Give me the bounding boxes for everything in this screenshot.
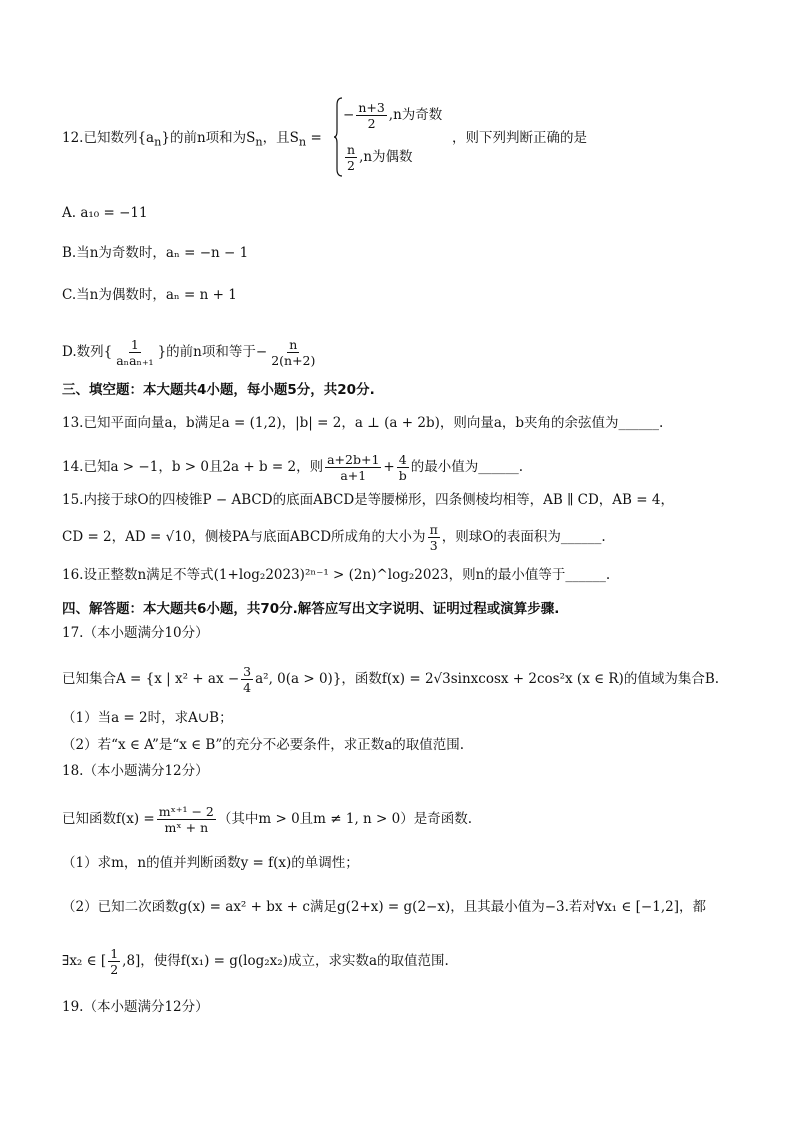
q15-line2: CD = 2，AD = √10，侧棱PA与底面ABCD所成角的大小为 $\frac{\pi}{3}$ ，则球O的表面积为______. — [62, 522, 606, 553]
q17-stem: 已知集合A = {x | x² + ax − $\frac{3}{4}$ a², 0(a > 0)}，函数f(x) = 2√3sinxcosx + 2cos²x (x ∈ R)的值域为集合B. — [62, 664, 720, 695]
q16: 16.设正整数n满足不等式(1+log₂2023)²ⁿ⁻¹ > (2n)^log₂2023，则n的最小值等于______. — [62, 567, 611, 583]
q12-option-d: D.数列{ $\frac{1}{\text{aₙaₙ₊₁}}$ }的前n项和等于− $\frac{n}{2(n+2)}$ — [62, 337, 316, 368]
q12-stem-end: ，则下列判断正确的是 — [452, 130, 587, 146]
q12-option-b: B.当n为奇数时，aₙ = −n − 1 — [62, 245, 249, 261]
piecewise-brace — [333, 97, 343, 177]
q15-line1: 15.内接于球O的四棱锥P − ABCD的底面ABCD是等腰梯形，四条侧棱均相等，AB ∥ CD，AB = 4， — [62, 492, 674, 508]
q17-part1: （1）当a = 2时，求A∪B； — [62, 710, 233, 726]
q12-case-even: $\frac{n}{2}$ ,n为偶数 — [347, 142, 413, 173]
q18-head: 18.（本小题满分12分） — [62, 763, 209, 779]
q12-case-odd: − $\frac{n+3}{2}$ ,n为奇数 — [343, 100, 443, 131]
q13: 13.已知平面向量a，b满足a = (1,2)，|b| = 2，a ⊥ (a + 2b)，则向量a，b夹角的余弦值为______. — [62, 415, 664, 431]
q12-option-c: C.当n为偶数时，aₙ = n + 1 — [62, 287, 237, 303]
q18-part3: ∃x₂ ∈ [ $\frac{1}{2}$ ,8]，使得f(x₁) = g(log₂x₂)成立，求实数a的取值范围. — [62, 946, 449, 977]
q17-part2: （2）若“x ∈ A”是“x ∈ B”的充分不必要条件，求正数a的取值范围. — [62, 737, 465, 753]
q12-stem: 12.已知数列$\{a_n\}$的前n项和为$S_n$，且$S_n$ = — [62, 130, 322, 149]
q17-head: 17.（本小题满分10分） — [62, 625, 209, 641]
q12-option-a: A. a₁₀ = −11 — [62, 205, 148, 221]
q14: 14.已知a > −1，b > 0且2a + b = 2，则 $\frac{a+2b+1}{a+1}$ + $\frac{4}{b}$ 的最小值为______. — [62, 452, 524, 483]
q18-part2: （2）已知二次函数g(x) = ax² + bx + c满足g(2+x) = g(2−x)，且其最小值为−3.若对∀x₁ ∈ [−1,2]，都 — [62, 899, 706, 915]
section-3-title: 三、填空题：本大题共4小题，每小题5分，共20分. — [62, 382, 375, 398]
q19-head: 19.（本小题满分12分） — [62, 999, 209, 1015]
section-4-title: 四、解答题：本大题共6小题，共70分.解答应写出文字说明、证明过程或演算步骤. — [62, 601, 560, 617]
q18-part1: （1）求m，n的值并判断函数y = f(x)的单调性； — [62, 855, 359, 871]
q18-stem: 已知函数f(x) = $\frac{\text{mˣ⁺¹ − 2}}{\text{mˣ + n}}$ （其中m > 0且m ≠ 1, n > 0）是奇函数. — [62, 804, 473, 835]
